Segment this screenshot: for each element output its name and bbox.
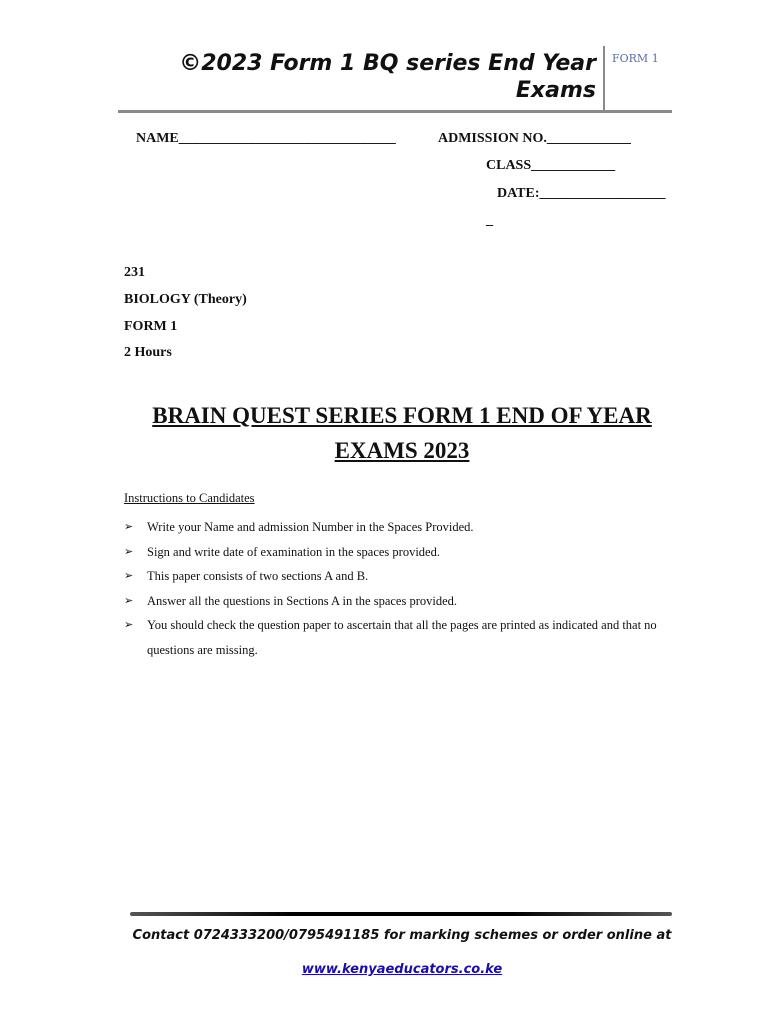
- admission-field: ADMISSION NO.____________: [438, 131, 631, 146]
- list-item: [124, 515, 684, 540]
- arrow-bullet-icon: ➢: [124, 569, 134, 582]
- paper-form: FORM 1: [124, 319, 178, 334]
- name-field: NAME_______________________________: [136, 131, 396, 146]
- footer-rule: [130, 912, 672, 916]
- header-form-label: FORM 1: [612, 52, 659, 65]
- instructions-list: [124, 515, 684, 662]
- paper-code: 231: [124, 265, 145, 280]
- instruction-text: Answer all the questions in Sections A in the spaces provided.: [147, 593, 458, 608]
- header-divider: [603, 46, 605, 112]
- exam-title-line1: BRAIN QUEST SERIES FORM 1 END OF YEAR: [152, 403, 652, 428]
- paper-subject: BIOLOGY (Theory): [124, 292, 247, 307]
- instruction-text: Sign and write date of examination in the spaces provided.: [147, 544, 440, 559]
- page-header: [118, 46, 672, 112]
- arrow-bullet-icon: ➢: [124, 544, 134, 558]
- instruction-text: Write your Name and admission Number in the Spaces Provided.: [147, 520, 474, 534]
- header-title: [126, 50, 596, 104]
- class-field: CLASS____________: [486, 158, 616, 173]
- exam-title: [110, 398, 694, 468]
- footer-contact: Contact 0724333200/0795491185 for marking schemes or order online at: [132, 928, 672, 943]
- paper-duration: 2 Hours: [124, 345, 172, 360]
- instructions-heading: Instructions to Candidates: [124, 491, 255, 505]
- header-title-line2: Exams: [515, 78, 596, 103]
- instruction-text: You should check the question paper to ascertain that all the pages are printed as indicated and that no questions are missing.: [147, 618, 657, 657]
- list-item: [124, 564, 684, 589]
- exam-title-line2: EXAMS 2023: [334, 438, 470, 463]
- date-field-continuation: _: [486, 213, 493, 228]
- footer-website-link[interactable]: www.kenyaeducators.co.ke: [301, 962, 503, 977]
- list-item: [124, 589, 684, 614]
- header-title-line1: ©2023 Form 1 BQ series End Year: [179, 51, 596, 76]
- arrow-bullet-icon: ➢: [124, 618, 134, 631]
- date-field: DATE:__________________: [497, 186, 666, 201]
- list-item: [124, 613, 684, 662]
- arrow-bullet-icon: ➢: [124, 593, 134, 607]
- list-item: [124, 540, 684, 565]
- arrow-bullet-icon: ➢: [124, 520, 134, 533]
- instruction-text: This paper consists of two sections A and B.: [147, 569, 369, 583]
- header-rule: [118, 110, 672, 113]
